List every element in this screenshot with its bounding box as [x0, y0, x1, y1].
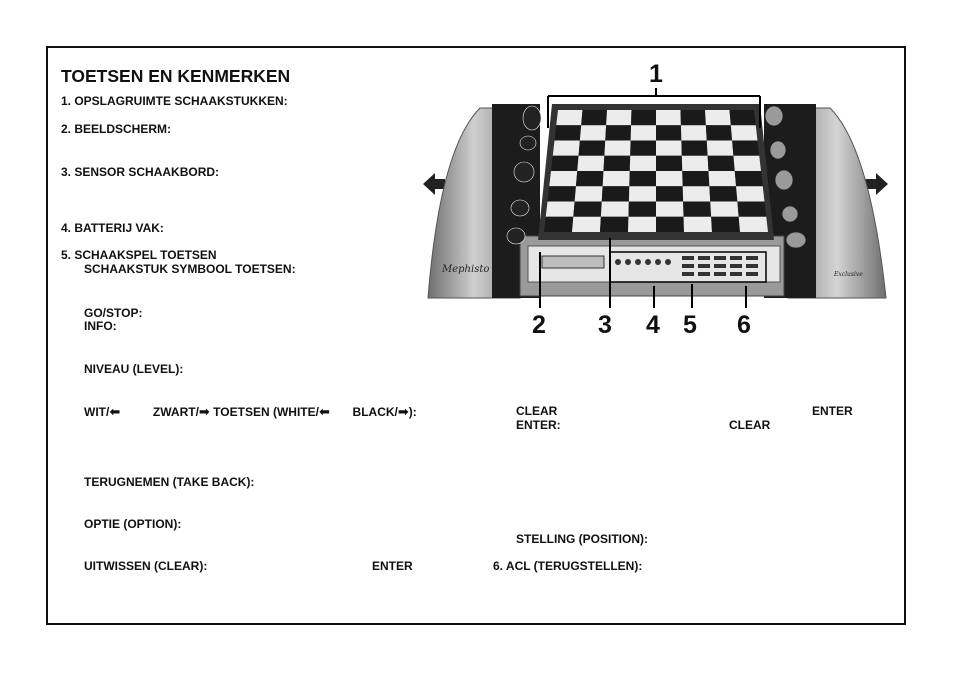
info-label: INFO:	[84, 319, 117, 333]
board-square	[631, 125, 656, 140]
board-square	[555, 125, 582, 140]
toetsen-text: TOETSEN (WHITE/	[213, 405, 319, 419]
board-square	[628, 217, 656, 232]
board-square	[736, 186, 764, 201]
board-square	[707, 141, 734, 156]
board-square	[602, 186, 630, 201]
board-square	[681, 141, 707, 156]
board-square	[601, 202, 629, 217]
section-acl: 6. ACL (TERUGSTELLEN):	[493, 559, 643, 573]
black-end-text: ):	[408, 405, 417, 419]
callout-6: 6	[737, 311, 751, 339]
board-square	[656, 202, 684, 217]
board-square	[656, 125, 681, 140]
board-square	[706, 125, 732, 140]
board-square	[628, 202, 656, 217]
enter-keyword: ENTER	[372, 559, 413, 573]
board-square	[656, 186, 683, 201]
board-square	[683, 186, 711, 201]
callout-4: 4	[646, 311, 660, 339]
section-sensor-board: 3. SENSOR SCHAAKBORD:	[61, 165, 220, 179]
logo-mephisto: Mephisto	[442, 264, 490, 275]
signature-logo: Exclusive	[834, 271, 863, 278]
arrow-right-icon: ➡	[397, 404, 409, 419]
board-square	[579, 141, 606, 156]
board-square	[572, 217, 601, 232]
level-label: NIVEAU (LEVEL):	[84, 362, 184, 376]
board-square	[681, 125, 707, 140]
board-square	[730, 110, 756, 125]
board-square	[600, 217, 628, 232]
enter-label: ENTER:	[516, 418, 561, 432]
board-square	[737, 202, 766, 217]
page-title: TOETSEN EN KENMERKEN	[61, 66, 291, 86]
board-square	[556, 110, 582, 125]
board-square	[731, 125, 758, 140]
clear-keyword-2: CLEAR	[729, 418, 771, 432]
board-square	[709, 171, 737, 186]
board-square	[630, 141, 656, 156]
chess-computer-illustration	[420, 88, 890, 310]
board-square	[580, 125, 606, 140]
board-square	[683, 202, 711, 217]
board-square	[604, 156, 631, 171]
board-square	[684, 217, 712, 232]
board-square	[544, 217, 573, 232]
board-square	[630, 156, 656, 171]
board-square	[708, 156, 735, 171]
chess-board	[544, 110, 768, 232]
section-storage: 1. OPSLAGRUIMTE SCHAAKSTUKKEN:	[61, 94, 288, 108]
board-square	[711, 217, 740, 232]
white-black-keys-label	[84, 405, 417, 419]
board-square	[739, 217, 768, 232]
section-game-keys: 5. SCHAAKSPEL TOETSEN	[61, 248, 217, 262]
board-square	[629, 171, 656, 186]
board-square	[605, 125, 631, 140]
board-square	[656, 110, 681, 125]
section-display: 2. BEELDSCHERM:	[61, 122, 172, 136]
callout-1: 1	[649, 60, 663, 88]
board-square	[682, 156, 709, 171]
board-square	[577, 156, 604, 171]
board-square	[732, 141, 759, 156]
board-square	[631, 110, 656, 125]
go-stop-label: GO/STOP:	[84, 306, 143, 320]
board-square	[656, 171, 683, 186]
black-text: BLACK/	[352, 405, 398, 419]
option-label: OPTIE (OPTION):	[84, 517, 182, 531]
arrow-left-icon: ⬅	[109, 404, 121, 419]
board-square	[656, 141, 682, 156]
board-square	[549, 171, 577, 186]
callout-5: 5	[683, 311, 697, 339]
clear-label: UITWISSEN (CLEAR):	[84, 559, 208, 573]
board-square	[575, 186, 603, 201]
enter-keyword-right: ENTER	[812, 404, 853, 418]
take-back-label: TERUGNEMEN (TAKE BACK):	[84, 475, 255, 489]
board-square	[576, 171, 604, 186]
callout-2: 2	[532, 311, 546, 339]
arrow-right-icon: ➡	[198, 404, 210, 419]
wit-text: WIT/	[84, 405, 110, 419]
board-square	[573, 202, 601, 217]
board-square	[682, 171, 709, 186]
board-square	[733, 156, 761, 171]
board-square	[581, 110, 607, 125]
callout-3: 3	[598, 311, 612, 339]
arrow-left-icon: ⬅	[318, 404, 330, 419]
position-label: STELLING (POSITION):	[516, 532, 648, 546]
board-square	[551, 156, 579, 171]
board-square	[548, 186, 576, 201]
board-square	[681, 110, 706, 125]
board-square	[656, 217, 684, 232]
clear-keyword: CLEAR	[516, 404, 558, 418]
board-square	[553, 141, 580, 156]
board-square	[606, 110, 631, 125]
board-square	[710, 202, 738, 217]
zwart-text: ZWART/	[152, 405, 199, 419]
board-square	[604, 141, 630, 156]
board-square	[603, 171, 630, 186]
board-square	[629, 186, 656, 201]
section-battery: 4. BATTERIJ VAK:	[61, 221, 164, 235]
board-square	[735, 171, 763, 186]
board-square	[656, 156, 682, 171]
piece-symbol-keys: SCHAAKSTUK SYMBOOL TOETSEN:	[84, 262, 296, 276]
board-square	[705, 110, 731, 125]
board-square	[546, 202, 575, 217]
board-square	[709, 186, 737, 201]
